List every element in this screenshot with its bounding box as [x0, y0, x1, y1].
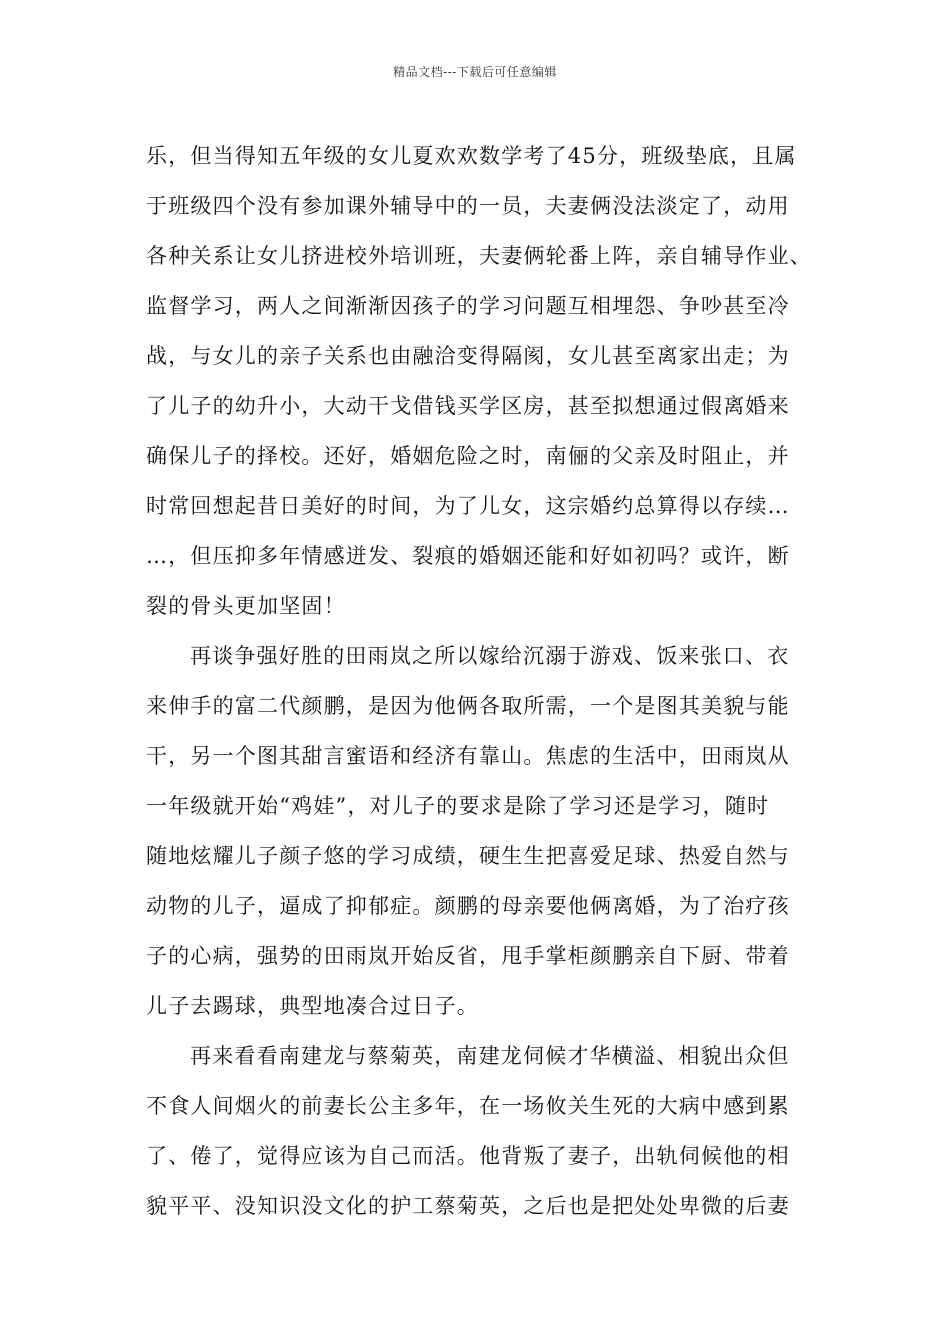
text-line: …，但压抑多年情感迸发、裂痕的婚姻还能和好如初吗？或许，断: [146, 544, 790, 568]
text-line: 了儿子的幼升小，大动干戈借钱买学区房，甚至拟想通过假离婚来: [146, 394, 790, 418]
text-line: 乐，但当得知五年级的女儿夏欢欢数学考了45分，班级垫底，且属: [146, 144, 797, 168]
text-line: 貌平平、没知识没文化的护工蔡菊英，之后也是把处处卑微的后妻: [146, 1194, 790, 1218]
text-line: 确保儿子的择校。还好，婚姻危险之时，南俪的父亲及时阻止，并: [146, 444, 790, 468]
text-line: 监督学习，两人之间渐渐因孩子的学习问题互相埋怨、争吵甚至冷: [146, 294, 790, 318]
text-line: 各种关系让女儿挤进校外培训班，夫妻俩轮番上阵，亲自辅导作业、: [146, 244, 812, 268]
paragraph: [146, 631, 826, 1031]
text-line: 子的心病，强势的田雨岚开始反省，甩手掌柜颜鹏亲自下厨、带着: [146, 944, 790, 968]
text-line: 随地炫耀儿子颜子悠的学习成绩，硬生生把喜爱足球、热爱自然与: [146, 844, 790, 868]
text-line: 干，另一个图其甜言蜜语和经济有靠山。焦虑的生活中，田雨岚从: [146, 744, 790, 768]
text-line: 再来看看南建龙与蔡菊英，南建龙伺候才华横溢、相貌出众但: [190, 1044, 790, 1068]
page-header: 精品文档---下载后可任意编辑: [393, 65, 557, 79]
document-body: [146, 131, 826, 1231]
text-line: 再谈争强好胜的田雨岚之所以嫁给沉溺于游戏、饭来张口、衣: [190, 644, 790, 668]
text-line: 战，与女儿的亲子关系也由融洽变得隔阂，女儿甚至离家出走；为: [146, 344, 790, 368]
text-line: 裂的骨头更加坚固！: [146, 594, 346, 618]
text-line: 一年级就开始“鸡娃”，对儿子的要求是除了学习还是学习，随时: [146, 794, 770, 818]
text-line: 了、倦了，觉得应该为自己而活。他背叛了妻子，出轨伺候他的相: [146, 1144, 790, 1168]
text-line: 来伸手的富二代颜鹏，是因为他俩各取所需，一个是图其美貌与能: [146, 694, 790, 718]
text-line: 儿子去踢球，典型地凑合过日子。: [146, 994, 479, 1018]
paragraph: [146, 1031, 826, 1231]
text-line: 于班级四个没有参加课外辅导中的一员，夫妻俩没法淡定了，动用: [146, 194, 790, 218]
paragraph: [146, 131, 826, 631]
text-line: 不食人间烟火的前妻长公主多年，在一场攸关生死的大病中感到累: [146, 1094, 790, 1118]
text-line: 时常回想起昔日美好的时间，为了儿女，这宗婚约总算得以存续…: [146, 494, 790, 518]
text-line: 动物的儿子，逼成了抑郁症。颜鹏的母亲要他俩离婚，为了治疗孩: [146, 894, 790, 918]
